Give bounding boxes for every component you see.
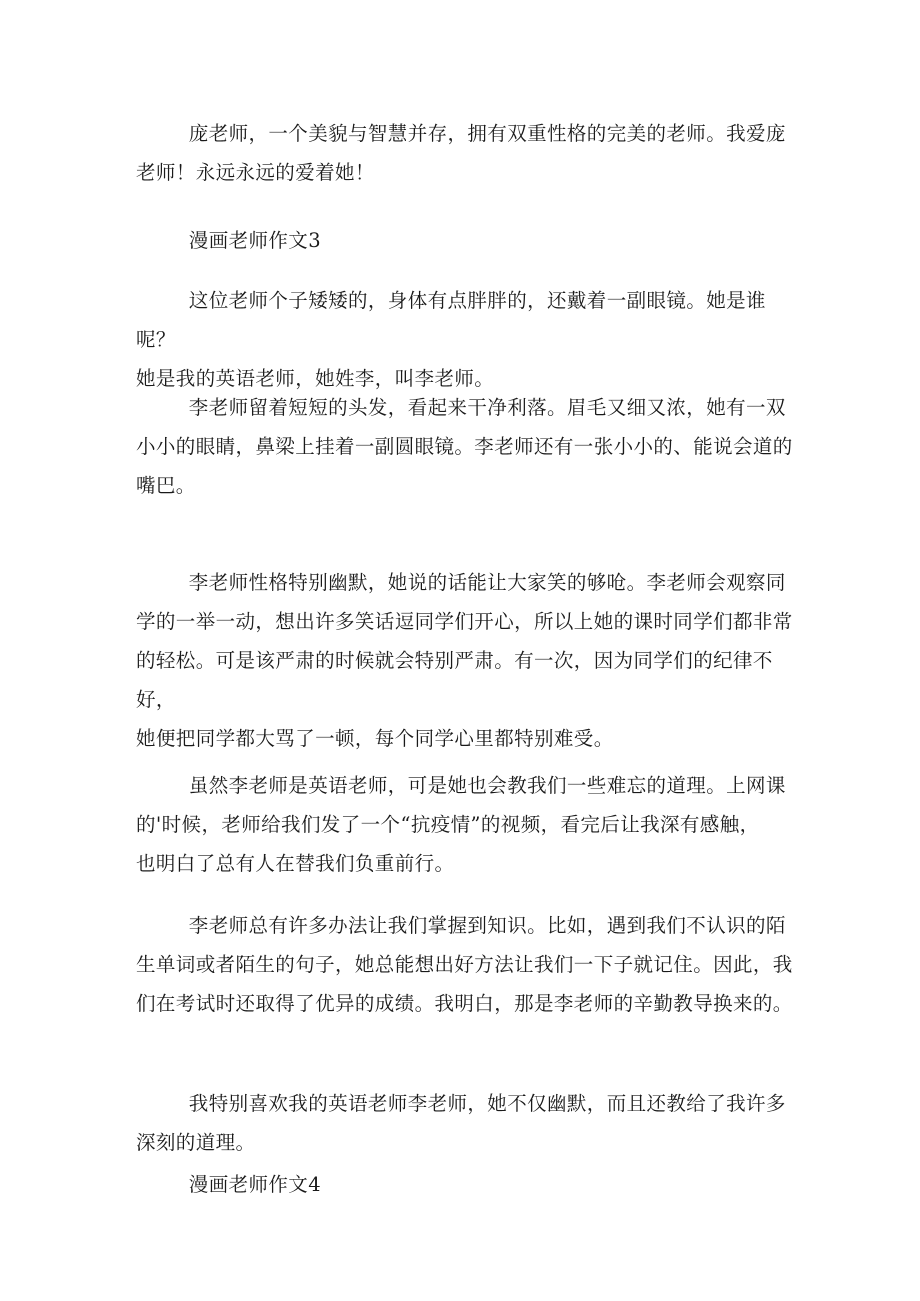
paragraph-lessons: 虽然李老师是英语老师，可是她也会教我们一些难忘的道理。上网课 的'时候，老师给我们发了一个“抗疫情”的视频，看完后让我深有感触， 也明白了总有人在替我们负重前行。	[136, 774, 786, 875]
paragraph-teaching-methods: 李老师总有许多办法让我们掌握到知识。比如，遇到我们不认识的陌 生单词或者陌生的句子，她总能想出好方法让我们一下子就记住。因此，我 们在考试时还取得了优异的成绩。我明白，那是李老师的辛勤教导换来的。	[136, 914, 793, 1015]
paragraph-personality: 李老师性格特别幽默，她说的话能让大家笑的够呛。李老师会观察同 学的一举一动，想出许多笑话逗同学们开心，所以上她的课时同学们都非常 的轻松。可是该严肃的时候就会特别严肃。有一次，因为同学们的纪律不好， 她便把同学都大骂了一顿，每个同学心里都特别难受。	[136, 571, 793, 750]
paragraph-introduction: 这位老师个子矮矮的，身体有点胖胖的，还戴着一副眼镜。她是谁呢？ 她是我的英语老师，她姓李，叫李老师。	[136, 289, 766, 390]
essay-heading-3: 漫画老师作文3	[136, 229, 322, 252]
paragraph-closing-praise: 庞老师，一个美貌与智慧并存，拥有双重性格的完美的老师。我爱庞 老师！永远永远的爱着她！	[136, 122, 786, 184]
paragraph-conclusion: 我特别喜欢我的英语老师李老师，她不仅幽默，而且还教给了我许多 深刻的道理。	[136, 1092, 786, 1154]
paragraph-appearance: 李老师留着短短的头发，看起来干净利落。眉毛又细又浓，她有一双 小小的眼睛，鼻梁上挂着一副圆眼镜。李老师还有一张小小的、能说会道的 嘴巴。	[136, 396, 793, 497]
essay-heading-4: 漫画老师作文4	[136, 1173, 322, 1196]
